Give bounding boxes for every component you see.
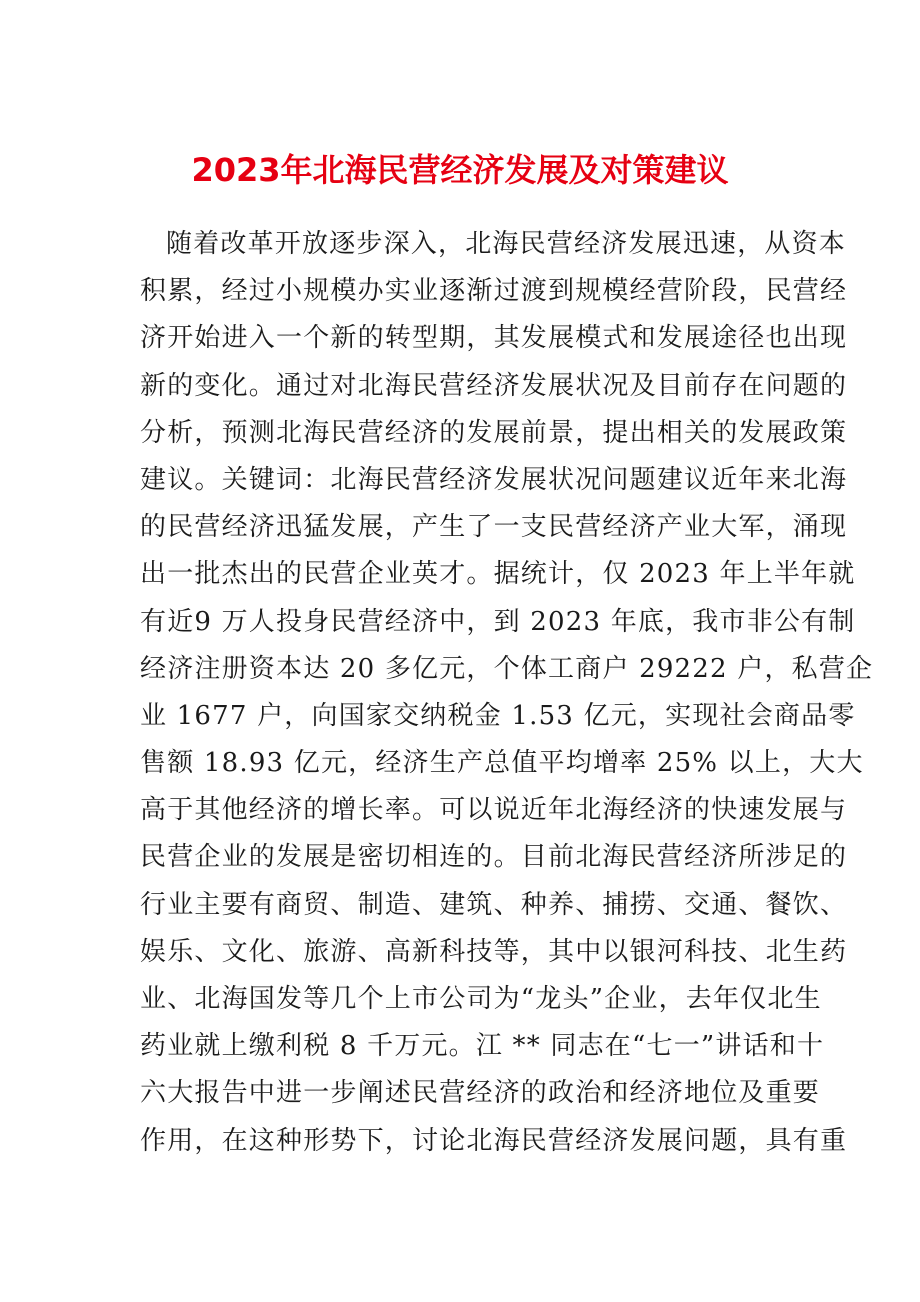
paragraph-line: 分析，预测北海民营经济的发展前景，提出相关的发展政策 (140, 417, 848, 448)
paragraph-line: 经济注册资本达 20 多亿元，个体工商户 29222 户，私营企 (140, 653, 874, 684)
paragraph-line: 高于其他经济的增长率。可以说近年北海经济的快速发展与 (140, 795, 848, 826)
paragraph-line: 娱乐、文化、旅游、高新科技等，其中以银河科技、北生药 (140, 936, 848, 967)
paragraph-line: 业 1677 户，向国家交纳税金 1.53 亿元，实现社会商品零 (140, 700, 856, 731)
paragraph-line: 积累，经过小规模办实业逐渐过渡到规模经营阶段，民营经 (140, 276, 848, 307)
paragraph-line: 建议。关键词：北海民营经济发展状况问题建议近年来北海 (140, 464, 848, 495)
paragraph-line: 业、北海国发等几个上市公司为“龙头”企业，去年仅北生 (140, 984, 822, 1014)
document-title: 2023年北海民营经济发展及对策建议 (191, 151, 729, 189)
document-body (140, 221, 874, 1165)
paragraph-line: 售额 18.93 亿元，经济生产总值平均增率 25% 以上，大大 (140, 748, 864, 779)
paragraph-line: 药业就上缴利税 8 千万元。江 ** 同志在“七一”讲话和十 (140, 1031, 825, 1062)
paragraph-line: 出一批杰出的民营企业英才。据统计，仅 2023 年上半年就 (140, 559, 856, 590)
paragraph-line: 行业主要有商贸、制造、建筑、种养、捕捞、交通、餐饮、 (140, 889, 848, 920)
paragraph-line: 六大报告中进一步阐述民营经济的政治和经济地位及重要 (140, 1078, 821, 1109)
paragraph-line: 民营企业的发展是密切相连的。目前北海民营经济所涉足的 (140, 842, 848, 873)
paragraph-line: 有近9 万人投身民营经济中，到 2023 年底，我市非公有制 (140, 606, 856, 637)
paragraph-line: 作用，在这种形势下，讨论北海民营经济发展问题，具有重 (140, 1125, 848, 1156)
paragraph-line: 新的变化。通过对北海民营经济发展状况及目前存在问题的 (140, 370, 848, 401)
paragraph-line: 济开始进入一个新的转型期，其发展模式和发展途径也出现 (140, 323, 848, 354)
paragraph-line: 的民营经济迅猛发展，产生了一支民营经济产业大军，涌现 (140, 512, 848, 543)
paragraph-line: 随着改革开放逐步深入，北海民营经济发展迅速，从资本 (166, 229, 847, 259)
